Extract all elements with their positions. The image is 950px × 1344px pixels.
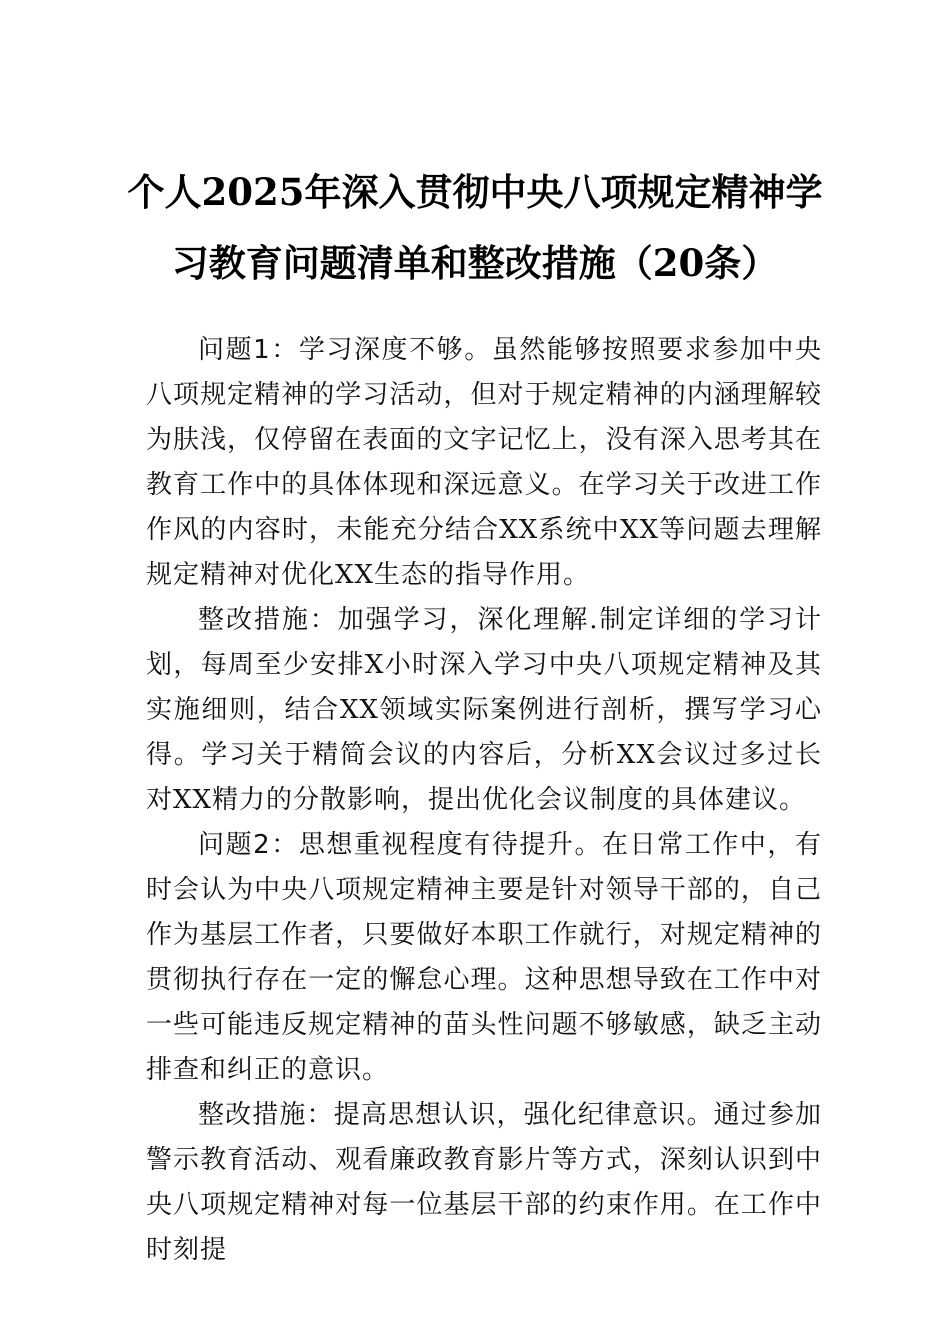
paragraph-text: 学习深度不够。虽然能够按照要求参加中央八项规定精神的学习活动，但对于规定精神的内涵理解较为肤浅，仅停留在表面的文字记忆上，没有深入思考其在教育工作中的具体体现和深远意义。在学习关于改进工作作风的内容时，未能充分结合XX系统中XX等问题去理解规定精神对优化XX生态的指导作用。: [146, 335, 822, 590]
paragraph-text: 提高思想认识，强化纪律意识。通过参加警示教育活动、观看廉政教育影片等方式，深刻认识到中央八项规定精神对每一位基层干部的约束作用。在工作中时刻提: [146, 1100, 822, 1265]
paragraph-text: 思想重视程度有待提升。在日常工作中，有时会认为中央八项规定精神主要是针对领导干部的，自己作为基层工作者，只要做好本职工作就行，对规定精神的贯彻执行存在一定的懈怠心理。这种思想导致在工作中对一些可能违反规定精神的苗头性问题不够敏感，缺乏主动排查和纠正的意识。: [146, 830, 822, 1085]
paragraph-label: 问题1：: [198, 335, 299, 365]
document-title-line-1: 个人2025年深入贯彻中央八项规定精神学: [127, 170, 823, 214]
paragraph-problem-2: [146, 823, 822, 1093]
document-body: [146, 328, 822, 1273]
paragraph-label: 问题2：: [198, 830, 299, 860]
paragraph-label: 整改措施：: [198, 1100, 334, 1130]
paragraph-label: 整改措施：: [198, 605, 338, 635]
paragraph-text: 加强学习，深化理解.制定详细的学习计划，每周至少安排X小时深入学习中央八项规定精神及其实施细则，结合XX领域实际案例进行剖析，撰写学习心得。学习关于精简会议的内容后，分析XX会议过多过长对XX精力的分散影响，提出优化会议制度的具体建议。: [146, 605, 822, 815]
paragraph-measure-2: [146, 1093, 822, 1273]
document-title-line-2: 习教育问题清单和整改措施（20条）: [171, 241, 779, 285]
paragraph-problem-1: [146, 328, 822, 598]
paragraph-measure-1: [146, 598, 822, 823]
